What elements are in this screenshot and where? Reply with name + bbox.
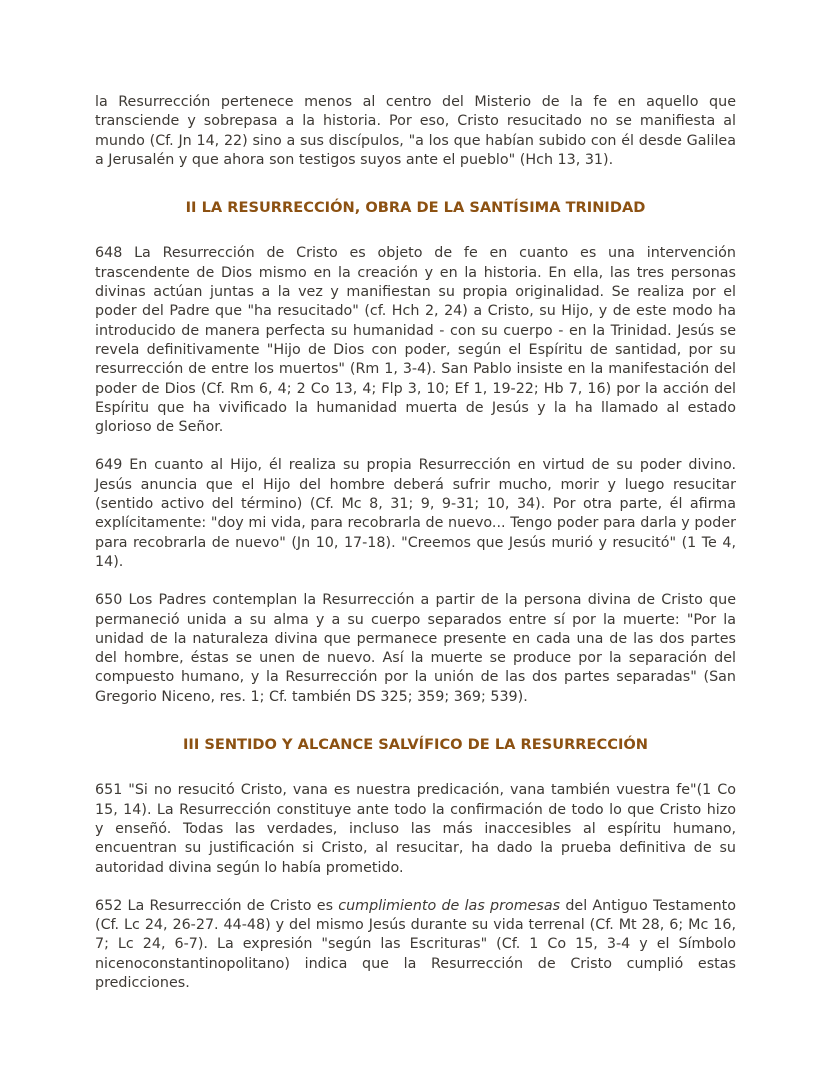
paragraph-652-text-post: del Antiguo Testamento (Cf. Lc 24, 26-27. 44-48) y del mismo Jesús durante su vida terrenal (Cf. Mt 28, 6; Mc 16, 7; Lc 24, 6-7). La expresión "según las Escrituras" (Cf. 1 Co 15, 3-4 y el Símbolo nicenoconstantinopolitano) indica que la Resurrección de Cristo cumplió estas predicciones.: [95, 897, 736, 991]
paragraph-652-italic-phrase: cumplimiento de las promesas: [338, 897, 561, 914]
section-heading-ii: II LA RESURRECCIÓN, OBRA DE LA SANTÍSIMA TRINIDAD: [185, 199, 646, 217]
section-heading-iii: III SENTIDO Y ALCANCE SALVÍFICO DE LA RESURRECCIÓN: [182, 736, 648, 754]
paragraph-649: 649 En cuanto al Hijo, él realiza su propia Resurrección en virtud de su poder divino. Jesús anuncia que el Hijo del hombre deberá sufrir mucho, morir y luego resucitar (sentido activo del término) (Cf. Mc 8, 31; 9, 9-31; 10, 34). Por otra parte, él afirma explícitamente: "doy mi vida, para recobrarla de nuevo... Tengo poder para darla y poder para recobrarla de nuevo" (Jn 10, 17-18). "Creemos que Jesús murió y resucitó" (1 Te 4, 14).: [95, 457, 736, 570]
intro-paragraph: la Resurrección pertenece menos al centro del Misterio de la fe en aquello que transciende y sobrepasa a la historia. Por eso, Cristo resucitado no se manifiesta al mundo (Cf. Jn 14, 22) sino a sus discípulos, "a los que habían subido con él desde Galilea a Jerusalén y que ahora son testigos suyos ante el pueblo" (Hch 13, 31).: [95, 94, 736, 168]
paragraph-652-text-pre: 652 La Resurrección de Cristo es: [95, 897, 339, 914]
paragraph-648: 648 La Resurrección de Cristo es objeto de fe en cuanto es una intervención trascendente de Dios mismo en la creación y en la historia. En ella, las tres personas divinas actúan juntas a la vez y manifiestan su propia originalidad. Se realiza por el poder del Padre que "ha resucitado" (cf. Hch 2, 24) a Cristo, su Hijo, y de este modo ha introducido de manera perfecta su humanidad - con su cuerpo - en la Trinidad. Jesús se revela definitivamente "Hijo de Dios con poder, según el Espíritu de santidad, por su resurrección de entre los muertos" (Rm 1, 3-4). San Pablo insiste en la manifestación del poder de Dios (Cf. Rm 6, 4; 2 Co 13, 4; Flp 3, 10; Ef 1, 19-22; Hb 7, 16) por la acción del Espíritu que ha vivificado la humanidad muerta de Jesús y la ha llamado al estado glorioso de Señor.: [95, 245, 736, 436]
paragraph-650: 650 Los Padres contemplan la Resurrección a partir de la persona divina de Cristo que permaneció unida a su alma y a su cuerpo separados entre sí por la muerte: "Por la unidad de la naturaleza divina que permanece presente en cada una de las dos partes del hombre, éstas se unen de nuevo. Así la muerte se produce por la separación del compuesto humano, y la Resurrección por la unión de las dos partes separadas" (San Gregorio Niceno, res. 1; Cf. también DS 325; 359; 369; 539).: [95, 592, 736, 705]
paragraph-651: 651 "Si no resucitó Cristo, vana es nuestra predicación, vana también vuestra fe"(1 Co 15, 14). La Resurrección constituye ante todo la confirmación de todo lo que Cristo hizo y enseñó. Todas las verdades, incluso las más inaccesibles al espíritu humano, encuentran su justificación si Cristo, al resucitar, ha dado la prueba definitiva de su autoridad divina según lo había prometido.: [95, 782, 736, 876]
paragraph-652: [95, 897, 736, 993]
